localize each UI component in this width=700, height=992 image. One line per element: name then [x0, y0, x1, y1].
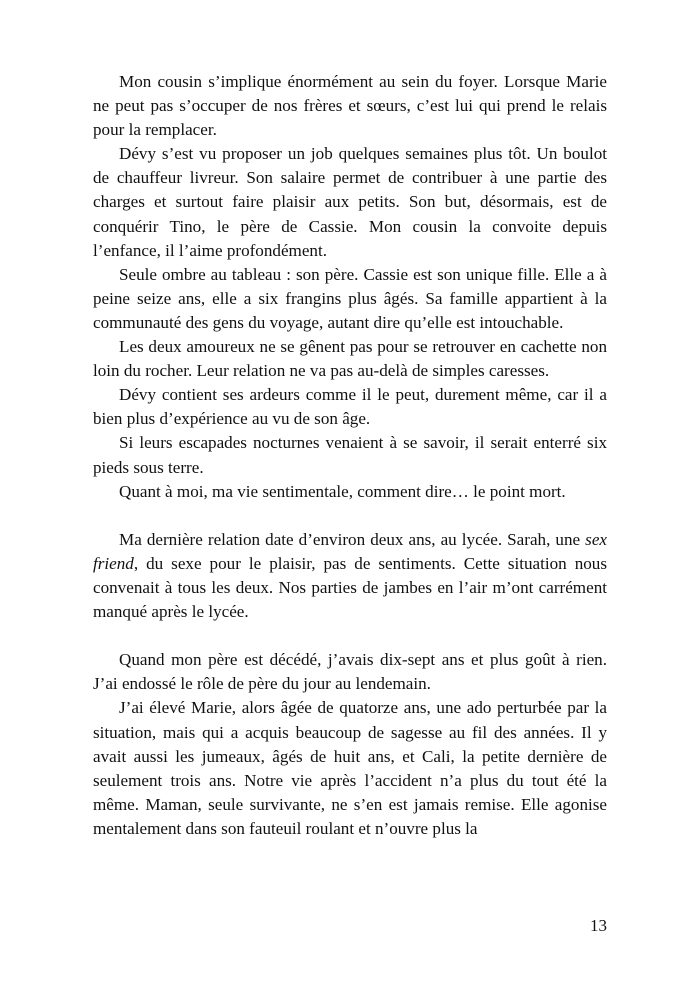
paragraph-1: Mon cousin s’implique énormément au sein du foyer. Lorsque Marie ne peut pas s’occuper de nos frères et sœurs, c’est lui qui prend le relais pour la remplacer. [93, 72, 607, 140]
section-break-2 [93, 624, 607, 648]
paragraph-8-end: , du sexe pour le plaisir, pas de sentiments. Cette situation nous convenait à tous les deux. Nos parties de jambes en l’air m’ont carrément manqué après le lycée. [93, 553, 607, 622]
paragraph-8 [93, 528, 607, 624]
paragraph-3: Seule ombre au tableau : son père. Cassie est son unique fille. Elle a à peine seize ans, elle a six frangins plus âgés. Sa famille appartient à la communauté des gens du voyage, autant dire qu’elle est intouchable. [93, 264, 607, 332]
paragraph-6: Si leurs escapades nocturnes venaient à se savoir, il serait enterré six pieds sous terre. [93, 433, 607, 477]
paragraph-9: Quand mon père est décédé, j’avais dix-sept ans et plus goût à rien. J’ai endossé le rôle de père du jour au lendemain. [93, 650, 607, 694]
page-body [93, 70, 607, 841]
section-break-1 [93, 504, 607, 528]
paragraph-7: Quant à moi, ma vie sentimentale, comment dire… le point mort. [119, 481, 566, 501]
paragraph-8-start: Ma dernière relation date d’environ deux ans, au lycée. Sarah, une [119, 529, 586, 549]
page-number: 13 [590, 916, 607, 935]
paragraph-5: Dévy contient ses ardeurs comme il le peut, durement même, car il a bien plus d’expérience au vu de son âge. [93, 385, 607, 429]
paragraph-2: Dévy s’est vu proposer un job quelques semaines plus tôt. Un boulot de chauffeur livreur. Son salaire permet de contribuer à une partie des charges et surtout faire plaisir aux petits. Son but, désormais, est de conquérir Tino, le père de Cassie. Mon cousin la convoite depuis l’enfance, il l’aime profondément. [93, 144, 607, 260]
paragraph-4: Les deux amoureux ne se gênent pas pour se retrouver en cachette non loin du rocher. Leur relation ne va pas au-delà de simples caresses. [93, 337, 607, 381]
italic-term: sex friend [93, 529, 607, 573]
paragraph-10: J’ai élevé Marie, alors âgée de quatorze ans, une ado perturbée par la situation, mais qui a acquis beaucoup de sagesse au fil des années. Il y avait aussi les jumeaux, âgés de huit ans, et Cali, la petite dernière de seulement trois ans. Notre vie après l’accident n’a plus du tout été la même. Maman, seule survivante, ne s’en est jamais remise. Elle agonise mentalement dans son fauteuil roulant et n’ouvre plus la [93, 698, 607, 838]
